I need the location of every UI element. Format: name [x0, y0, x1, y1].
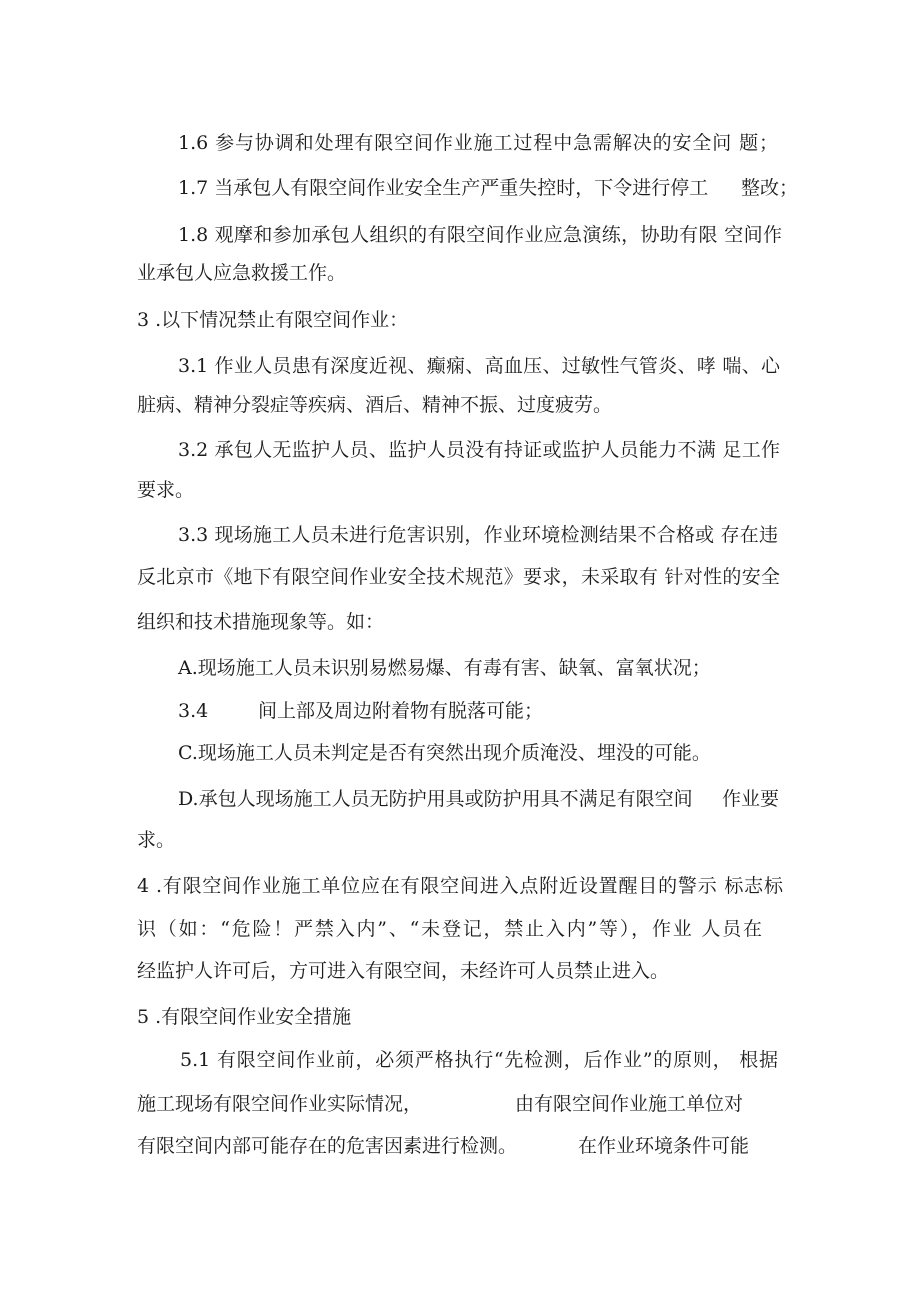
- text-line: 有限空间内部可能存在的危害因素进行检测。: [137, 1135, 518, 1157]
- text-line: 1.7 当承包人有限空间作业安全生产严重失控时，下令进行停工: [178, 177, 709, 199]
- text-line: 求。: [137, 829, 176, 851]
- text-line: 组织和技术措施现象等。如：: [137, 611, 385, 633]
- text-line: 反北京市《地下有限空间作业安全技术规范》要求，未采取有 针对性的安全: [137, 566, 780, 588]
- text-line-tail: 在作业环境条件可能: [578, 1135, 750, 1157]
- text-line: 1.8 观摩和参加承包人组织的有限空间作业应急演练，协助有限 空间作: [178, 224, 782, 246]
- text-line: 3.1 作业人员患有深度近视、癫痫、高血压、过敏性气管炎、哮 喘、心: [178, 355, 780, 377]
- section-heading: 4 .有限空间作业施工单位应在有限空间进入点附近设置醒目的警示 标志标: [137, 875, 783, 897]
- text-line: 经监护人许可后，方可进入有限空间，未经许可人员禁止进入。: [137, 960, 670, 982]
- text-line: A.现场施工人员未识别易燃易爆、有毒有害、缺氧、富氧状况；: [178, 657, 711, 679]
- text-line: 识（如：“危险！严禁入内”、“未登记，禁止入内”等），作业 人员在: [137, 918, 762, 940]
- text-line: C.现场施工人员未判定是否有突然出现介质淹没、埋没的可能。: [178, 742, 711, 764]
- text-line: D.承包人现场施工人员无防护用具或防护用具不满足有限空间: [178, 788, 693, 810]
- text-line: 施工现场有限空间作业实际情况，: [137, 1093, 423, 1115]
- text-line: 3.4: [178, 700, 209, 722]
- text-line: 脏病、精神分裂症等疾病、酒后、精神不振、过度疲劳。: [137, 394, 613, 416]
- text-line: 5.1 有限空间作业前，必须严格执行“先检测，后作业”的原则， 根据: [180, 1049, 778, 1071]
- text-line: 1.6 参与协调和处理有限空间作业施工过程中急需解决的安全问 题；: [178, 132, 778, 154]
- text-line: 要求。: [137, 479, 195, 501]
- text-line-tail: 整改；: [741, 177, 799, 199]
- text-line: 业承包人应急救援工作。: [137, 262, 347, 284]
- text-line-tail: 作业要: [722, 788, 780, 810]
- text-line-tail: 由有限空间作业施工单位对: [515, 1093, 744, 1115]
- text-line: 3.2 承包人无监护人员、监护人员没有持证或监护人员能力不满 足工作: [178, 439, 780, 461]
- text-line: 3.3 现场施工人员未进行危害识别，作业环境检测结果不合格或 存在违: [178, 524, 778, 546]
- section-heading: 3 .以下情况禁止有限空间作业：: [137, 309, 409, 331]
- text-line-tail: 间上部及周边附着物有脱落可能；: [258, 700, 544, 722]
- section-heading: 5 .有限空间作业安全措施: [137, 1006, 352, 1028]
